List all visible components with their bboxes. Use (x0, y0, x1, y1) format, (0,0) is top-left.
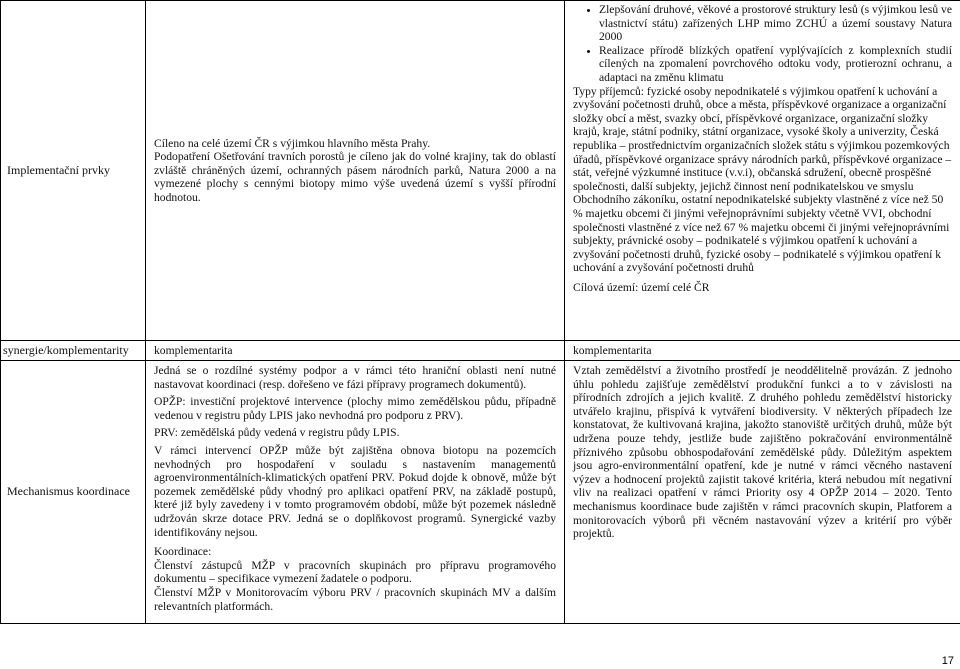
coord-heading: Koordinace: (154, 545, 212, 559)
implementation-subtopic: Podopatření Ošetřování travních porostů je cíleno jak do volné krajiny, tak do oblastí zvláště chráněných území, ochranných pásem národních parků, Natura 2000 a na vymezené plochy s cennými biotopy mimo výše uvedená území s vyšší přírodní hodnotou. (154, 150, 556, 204)
measures-list (573, 3, 952, 85)
row-coordination (1, 361, 960, 624)
implementation-right-cell (565, 1, 960, 341)
row-label-synergy: synergie/komplementarity (1, 341, 146, 361)
page-number: 17 (941, 655, 954, 667)
row-implementation (1, 1, 960, 341)
recipient-types: Typy příjemců: fyzické osoby nepodnikatelé s výjimkou opatření k uchování a zvyšování početnosti druhů, obce a města, příspěvkové organizace a organizační složky obcí a měst, svazky obcí, příspěvkové organizace, organizační složky krajů, kraje, státní podniky, státní organizace, vysoké školy a univerzity, Česká republika – prostřednictvím organizačních složek státu s výjimkou pozemkových úřadů, příspěvkové organizace správy národních parků, příspěvkové organizace – stát, veřejné výzkumné instituce (v.v.i), občanská sdružení, obecně prospěšné společnosti, další subjekty, jejichž činnost není podnikatelskou ve smyslu Obchodního zákoníku, ostatní nepodnikatelské subjekty vlastněné z více než 50 % majetku obcemi či jinými veřejnoprávními subjekty včetně VVI, obchodní společnosti vlastněné z více než 67 % majetku obcemi či jinými veřejnoprávními subjekty, právnické osoby – podnikatelé s výjimkou opatření k uchování a zvyšování početnosti druhů, fyzické osoby – podnikatelé s výjimkou opatření k uchování a zvyšování početnosti druhů (573, 84, 952, 275)
coord-para: Členství MŽP v Monitorovacím výboru PRV / pracovních skupinách MV a dalším relevantních platformách. (154, 585, 556, 613)
row-label-coordination: Mechanismus koordinace (1, 361, 146, 624)
coordination-mid-cell (146, 361, 565, 624)
synergy-mid-cell: komplementarita (146, 341, 565, 361)
coord-para: Jedná se o rozdílné systémy podpor a v rámci této hraniční oblasti není nutné nastavovat koordinaci (resp. dořešeno ve fázi přípravy programech dokumentů). (154, 364, 556, 391)
row-synergy (1, 341, 960, 361)
coordination-right-cell: Vztah zemědělství a životního prostředí je neoddělitelně provázán. Z jednoho úhlu pohledu zajišťuje zemědělství produkční funkci a to v závislosti na přírodních zdrojích a jejich kvalitě. Z druhého pohledu zemědělství historicky utvářelo krajinu, přispívá k vytváření biodiversity. V některých případech lze konstatovat, že kultivovaná krajina, jakožto stanoviště určitých druhů, může být udržena pouze tehdy, jestliže bude zajištěno pokračování environmentálně příznivého způsobu obhospodařování zemědělské půdy. Důležitým aspektem jsou agro-environmentální opatření, kde je nutné v rámci věcného nastavení výzev a hodnocení projektů zajistit takové kritéria, která nebudou mít negativní vliv na realizaci opatření v rámci Priority osy 4 OPŽP 2014 – 2020. Tento mechanismus koordinace bude zajištěn v rámci pracovních skupin, Platforem a monitorovacích výborů při věcném nastavování výzev a kritérií pro výběr projektů. (565, 361, 960, 624)
measure-item: • Zlepšování druhové, věkové a prostorové struktury lesů (s výjimkou lesů ve vlastnictví státu) zařízených LHP mimo ZCHÚ a území soustavy Natura 2000 (599, 3, 952, 44)
target-areas: Cílová území: území celé ČR (573, 280, 710, 294)
coord-para: PRV: zemědělská půdy vedená v registru půdy LPIS. (154, 426, 400, 440)
implementation-target: Cíleno na celé území ČR s výjimkou hlavního města Prahy. (154, 136, 431, 150)
implementation-mid-cell (146, 1, 565, 341)
coord-para: V rámci intervencí OPŽP může být zajištěna obnova biotopu na pozemcích nevhodných pro hospodaření v souladu s nastavením managementů agroenvironmentálních-klimatických opatření PRV. Pokud dojde k obnově, může být pozemek zemědělské půdy vhodný pro aplikaci opatření PRV, na základě postupů, které již byly zavedeny i v tomto programovém období, může být pozemek následně udržován skrze dotace PRV. Jedná se o doplňkovost programů. Synergické vazby identifikovány nejsou. (154, 443, 556, 539)
row-label-implementation: Implementační prvky (1, 1, 146, 341)
coord-para: OPŽP: investiční projektové intervence (plochy mimo zemědělskou půdu, případně vedenou v registru půdy LPIS jako nevhodná pro podporu z PRV). (154, 395, 556, 422)
synergy-right-cell: komplementarita (565, 341, 960, 361)
measure-item: • Realizace přírodě blízkých opatření vyplývajících z komplexních studií cílených na zpomalení povrchového odtoku vody, protierozní ochranu, a adaptaci na změnu klimatu (599, 44, 952, 85)
coord-para: Členství zástupců MŽP v pracovních skupinách pro přípravu programového dokumentu – specifikace vymezení žadatele o podporu. (154, 558, 556, 586)
